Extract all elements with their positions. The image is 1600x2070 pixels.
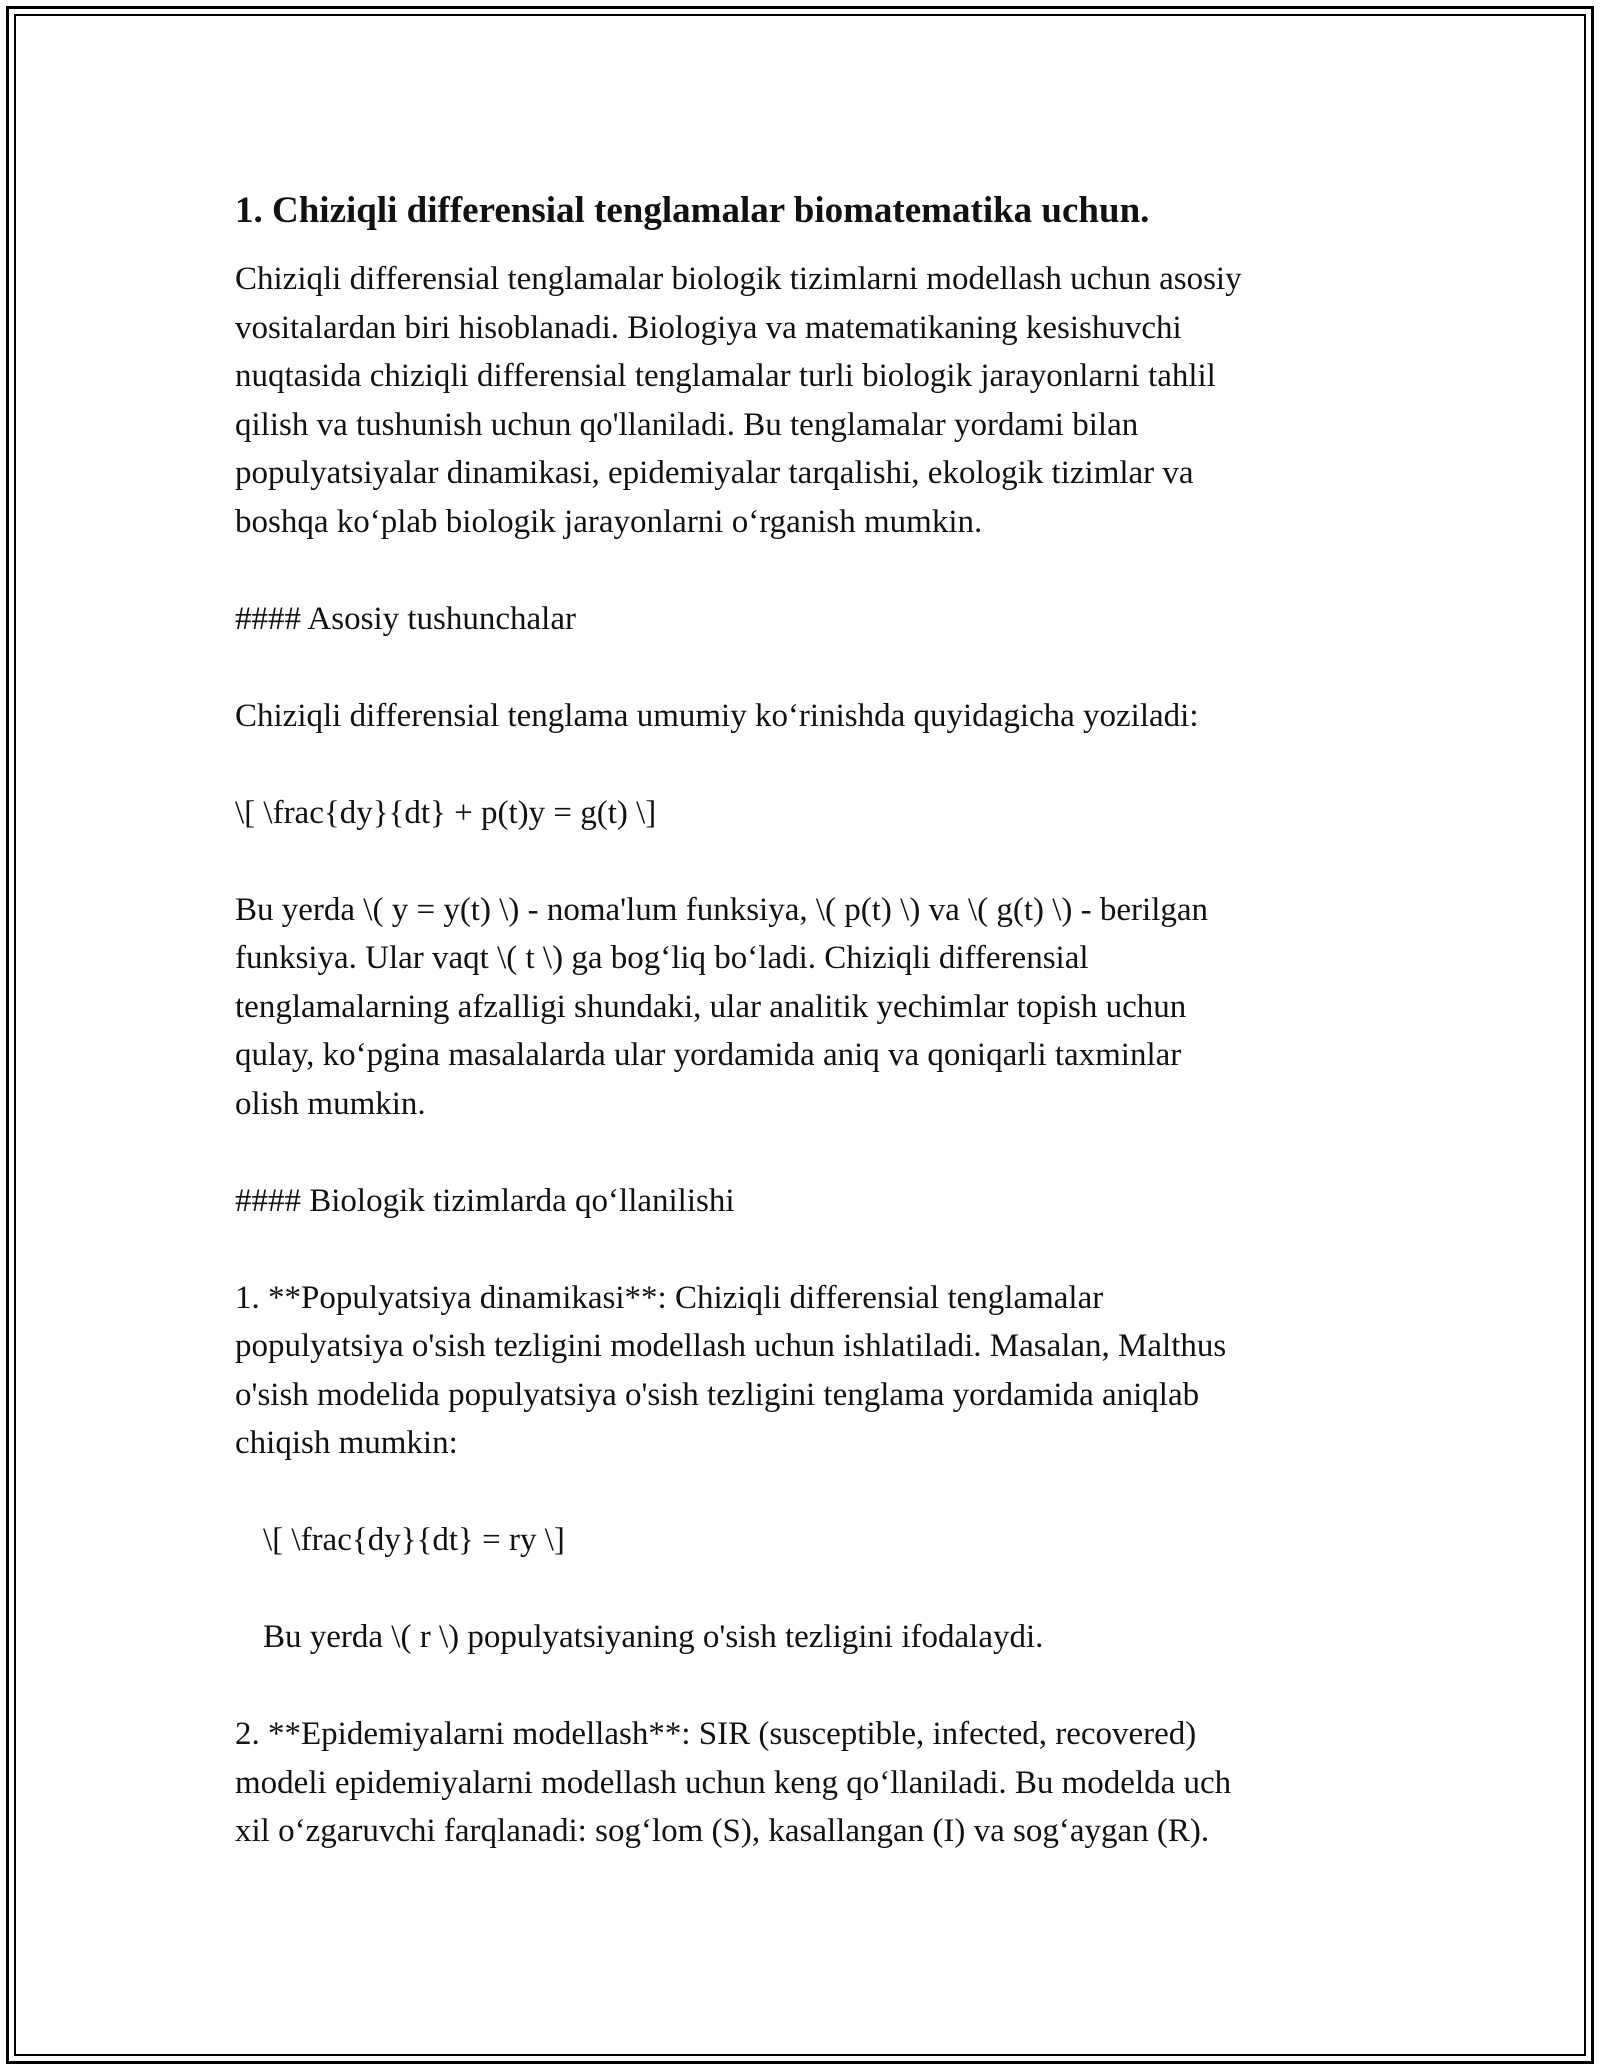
text-line: chiqish mumkin:	[235, 1425, 458, 1461]
list-item-epidemics	[235, 1710, 1385, 1856]
blank-line	[235, 1128, 1385, 1177]
blank-line	[235, 740, 1385, 789]
text-line: o'sish modelida populyatsiya o'sish tezligini tenglama yordamida aniqlab	[235, 1376, 1200, 1413]
text-line: funksiya. Ular vaqt \( t \) ga bog‘liq bo‘ladi. Chiziqli differensial	[235, 940, 1089, 976]
text-line: Bu yerda \( y = y(t) \) - noma'lum funksiya, \( p(t) \) va \( g(t) \) - berilgan	[235, 891, 1209, 928]
text-line: modeli epidemiyalarni modellash uchun keng qo‘llaniladi. Bu modelda uch	[235, 1764, 1232, 1801]
document-title: 1. Chiziqli differensial tenglamalar biomatematika uchun.	[235, 190, 1150, 231]
blank-line	[235, 643, 1385, 692]
text-line: nuqtasida chiziqli differensial tenglamalar turli biologik jarayonlarni tahlil	[235, 358, 1216, 394]
text-line: olish mumkin.	[235, 1085, 426, 1122]
general-form-text: Chiziqli differensial tenglama umumiy ko‘rinishda quyidagicha yoziladi:	[235, 697, 1199, 734]
text-line: Chiziqli differensial tenglamalar biologik tizimlarni modellash uchun asosiy	[235, 261, 1242, 297]
blank-line	[235, 1468, 1385, 1517]
text-line: populyatsiyalar dinamikasi, epidemiyalar tarqalishi, ekologik tizimlar va	[235, 455, 1194, 491]
text-line: 1. **Populyatsiya dinamikasi**: Chiziqli differensial tenglamalar	[235, 1279, 1104, 1316]
list-item-population	[235, 1274, 1385, 1468]
blank-line	[235, 837, 1385, 886]
text-line: populyatsiya o'sish tezligini modellash uchun ishlatiladi. Masalan, Malthus	[235, 1328, 1227, 1364]
text-line: boshqa ko‘plab biologik jarayonlarni o‘rganish mumkin.	[235, 503, 983, 540]
explanation-paragraph	[235, 886, 1385, 1129]
blank-line	[235, 546, 1385, 595]
text-line: qulay, ko‘pgina masalalarda ular yordamida aniq va qoniqarli taxminlar	[235, 1037, 1182, 1073]
blank-line	[235, 1662, 1385, 1711]
blank-line	[235, 1565, 1385, 1614]
text-line: qilish va tushunish uchun qo'llaniladi. Bu tenglamalar yordami bilan	[235, 406, 1139, 443]
text-line: vositalardan biri hisoblanadi. Biologiya va matematikaning kesishuvchi	[235, 309, 1182, 346]
malthus-note: Bu yerda \( r \) populyatsiyaning o'sish tezligini ifodalaydi.	[263, 1619, 1044, 1655]
text-line: xil o‘zgaruvchi farqlanadi: sog‘lom (S), kasallangan (I) va sog‘aygan (R).	[235, 1813, 1210, 1849]
blank-line	[235, 1225, 1385, 1274]
heading-basics: #### Asosiy tushunchalar	[235, 600, 576, 637]
text-line: tenglamalarning afzalligi shundaki, ular analitik yechimlar topish uchun	[235, 988, 1187, 1025]
heading-applications: #### Biologik tizimlarda qo‘llanilishi	[235, 1182, 735, 1219]
malthus-equation: \[ \frac{dy}{dt} = ry \]	[263, 1522, 565, 1558]
general-equation: \[ \frac{dy}{dt} + p(t)y = g(t) \]	[235, 794, 657, 831]
text-line: 2. **Epidemiyalarni modellash**: SIR (susceptible, infected, recovered)	[235, 1716, 1197, 1752]
intro-paragraph	[235, 255, 1385, 546]
document-page	[235, 186, 1385, 1856]
